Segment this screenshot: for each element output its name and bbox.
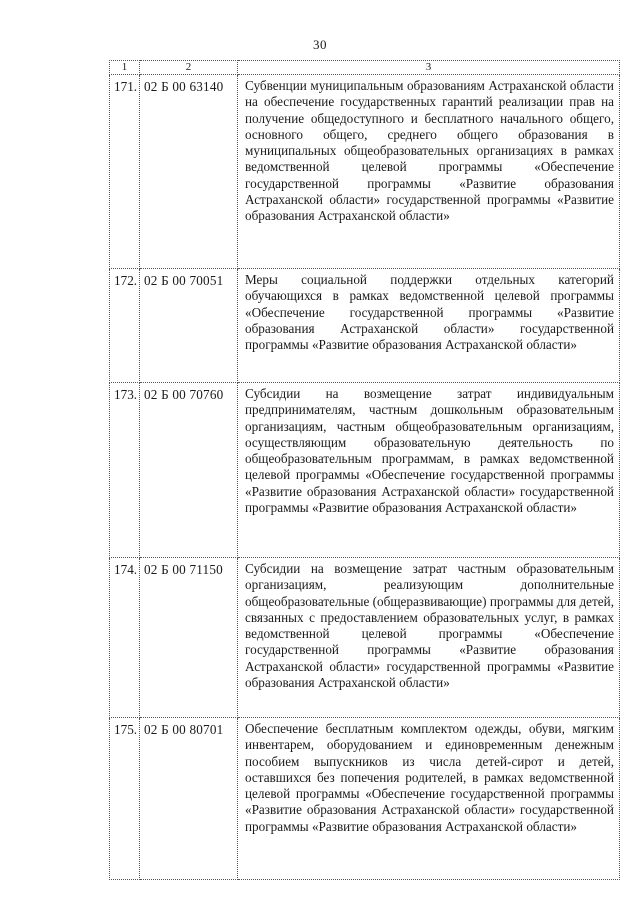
table-row — [110, 269, 620, 383]
table-header-row — [110, 61, 620, 75]
row-description: Субсидии на возмещение затрат частным образовательным организациям, реализующим дополнительные общеобразовательные (общеразвивающие) программы для детей, связанных с предоставлением образовательных услуг, в рамках ведомственной целевой программы «Обеспечение государственной программы «Развитие образования Астраханской области» государственной программы «Развитие образования Астраханской области» — [238, 558, 620, 718]
column-header-2: 2 — [140, 61, 238, 75]
row-code: 02 Б 00 70760 — [140, 383, 238, 558]
row-number: 172. — [110, 269, 140, 383]
table-row — [110, 718, 620, 880]
column-header-1: 1 — [110, 61, 140, 75]
row-description: Субсидии на возмещение затрат индивидуальным предпринимателям, частным дошкольным образовательным организациям, частным общеобразовательным организациям, осуществляющим образовательную деятельность по общеобразовательным программам, в рамках ведомственной целевой программы «Обеспечение государственной программы «Развитие образования Астраханской области» государственной программы «Развитие образования Астраханской области» — [238, 383, 620, 558]
table-row — [110, 558, 620, 718]
row-number: 174. — [110, 558, 140, 718]
page-number: 30 — [313, 37, 327, 52]
table-row — [110, 383, 620, 558]
row-code: 02 Б 00 80701 — [140, 718, 238, 880]
table-row — [110, 75, 620, 269]
row-code: 02 Б 00 70051 — [140, 269, 238, 383]
row-description: Обеспечение бесплатным комплектом одежды, обуви, мягким инвентарем, оборудованием и единовременным денежным пособием выпускников из числа детей-сирот и детей, оставшихся без попечения родителей, в рамках ведомственной целевой программы «Обеспечение государственной программы «Развитие образования Астраханской области» государственной программы «Развитие образования Астраханской области» — [238, 718, 620, 880]
row-number: 171. — [110, 75, 140, 269]
row-number: 175. — [110, 718, 140, 880]
row-code: 02 Б 00 63140 — [140, 75, 238, 269]
row-description: Субвенции муниципальным образованиям Астраханской области на обеспечение государственных гарантий реализации прав на получение общедоступного и бесплатного начального общего, основного общего, среднего общего образования в муниципальных общеобразовательных организациях в рамках ведомственной целевой программы «Обеспечение государственной программы «Развитие образования Астраханской области» государственной программы «Развитие образования Астраханской области» — [238, 75, 620, 269]
row-code: 02 Б 00 71150 — [140, 558, 238, 718]
row-number: 173. — [110, 383, 140, 558]
budget-classification-table — [109, 60, 620, 880]
row-description: Меры социальной поддержки отдельных категорий обучающихся в рамках ведомственной целевой программы «Обеспечение государственной программы «Развитие образования Астраханской области» государственной программы «Развитие образования Астраханской области» — [238, 269, 620, 383]
column-header-3: 3 — [238, 61, 620, 75]
